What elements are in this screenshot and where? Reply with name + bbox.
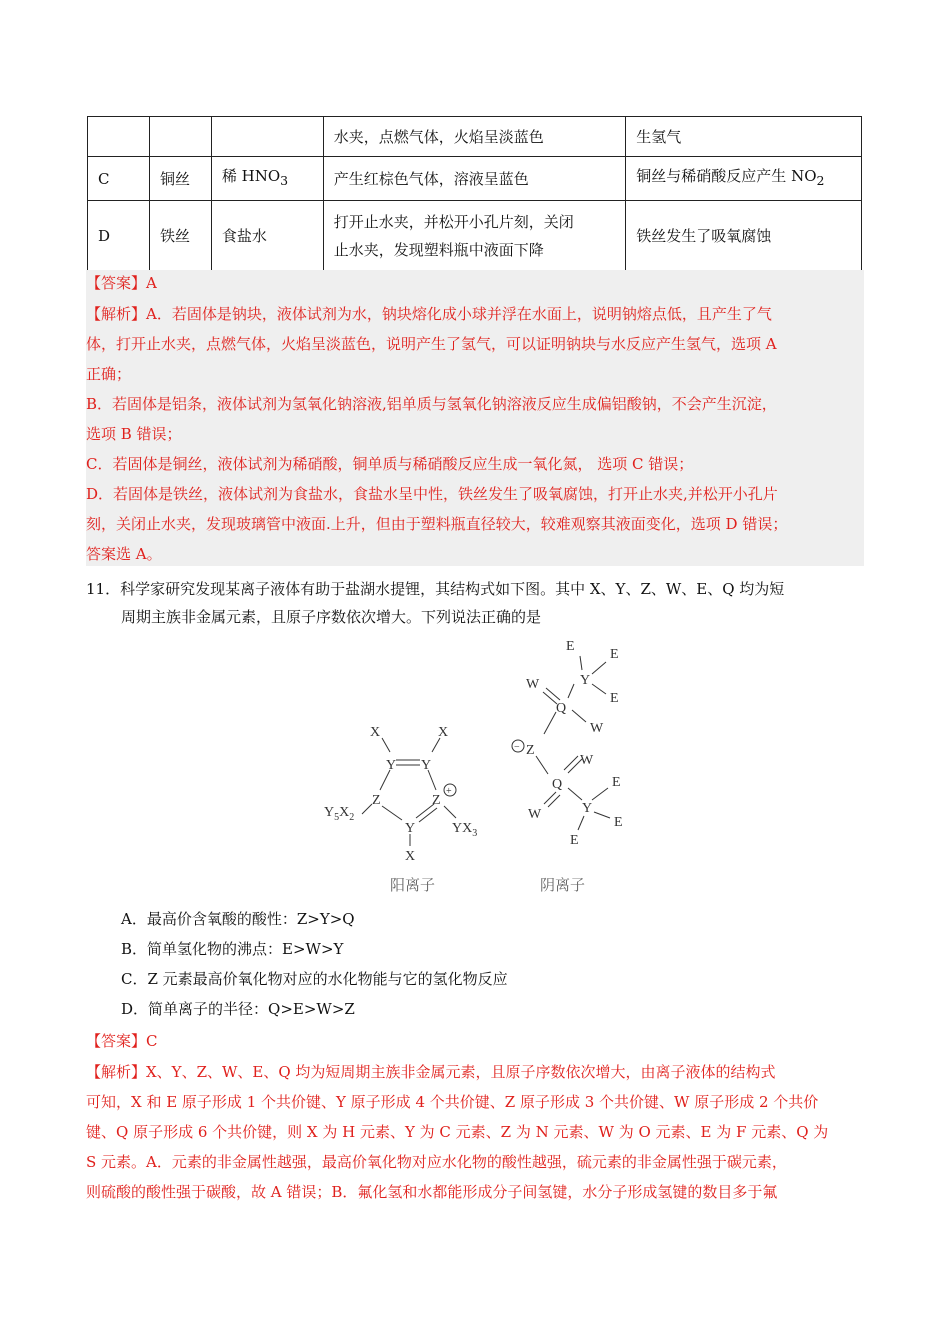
atom-label: Y [405,821,416,836]
atom-label: Y [386,758,397,773]
atom-label: W [528,807,542,822]
table-row [88,201,862,271]
atom-label: X [405,849,416,864]
option-a: A．最高价含氧酸的酸性：Z>Y>Q [121,910,355,928]
explanation-line: 可知，X 和 E 原子形成 1 个共价键、Y 原子形成 4 个共价键、Z 原子形成 3 个共价键、W 原子形成 2 个共价 [86,1093,819,1111]
table-cell: D [88,201,150,271]
question-stem: 11．科学家研究发现某离子液体有助于盐湖水提锂，其结构式如下图。其中 X、Y、Z、W、E、Q 均为短 [86,580,785,598]
subscript: 3 [280,173,289,188]
explanation-line: D．若固体是铁丝，液体试剂为食盐水，食盐水呈中性，铁丝发生了吸氧腐蚀，打开止水夹,并松开小孔片 [86,485,778,503]
explanation-line: S 元素。A．元素的非金属性越强，最高价氧化物对应水化物的酸性越强，硫元素的非金属性强于碳元素， [86,1153,787,1171]
table-cell [323,201,626,271]
table-row [88,117,862,157]
atom-label: W [526,677,540,692]
table-cell [211,117,323,157]
table-cell: 食盐水 [211,201,323,271]
structure-figure [310,628,650,900]
atom-label: Z [526,743,535,758]
option-c: C．Z 元素最高价氧化物对应的水化物能与它的氢化物反应 [121,970,508,988]
answer-label: 【答案】A [86,274,157,292]
atom-label: X [370,725,381,740]
cation-caption: 阳离子 [390,878,436,894]
conclusion-text: 铜丝与稀硝酸反应产生 NO [636,167,817,185]
anion-bonds [536,656,610,830]
table-cell: 铁丝 [149,201,211,271]
atom-label: Y [580,673,591,688]
atom-label: Z [432,793,441,808]
answer-label: 【答案】C [86,1032,158,1050]
atom-label: Q [552,777,563,792]
table-cell: 铜丝 [149,157,211,201]
charge-sign: − [514,742,520,753]
anion-caption: 阴离子 [540,878,586,894]
question-stem: 周期主族非金属元素，且原子序数依次增大。下列说法正确的是 [121,608,542,626]
explanation-line: C．若固体是铜丝，液体试剂为稀硝酸，铜单质与稀硝酸反应生成一氧化氮， 选项 C 错误； [86,455,694,473]
atom-label: E [570,833,579,848]
table-cell [626,157,862,201]
table-cell: 产生红棕色气体，溶液呈蓝色 [323,157,626,201]
group-label: $YX_3$ [452,821,478,839]
anion-labels [526,639,623,848]
table-cell [88,117,150,157]
phenomenon-line: 打开止水夹，并松开小孔片刻，关闭 [333,212,574,231]
phenomenon-line: 止水夹，发现塑料瓶中液面下降 [333,240,544,259]
atom-label: W [580,753,594,768]
atom-label: E [610,691,619,706]
explanation-line: 【解析】X、Y、Z、W、E、Q 均为短周期主族非金属元素，且原子序数依次增大，由离子液体的结构式 [86,1063,776,1081]
atom-label: E [610,647,619,662]
table-cell: 水夹，点燃气体，火焰呈淡蓝色 [323,117,626,157]
atom-label: E [612,775,621,790]
atom-label: E [614,815,623,830]
table-row [88,157,862,201]
explanation-line: 则硫酸的酸性强于碳酸，故 A 错误；B．氟化氢和水都能形成分子间氢键，水分子形成氢键的数目多于氟 [86,1183,778,1201]
subscript: 2 [816,173,825,188]
experiment-table [87,116,862,271]
table-cell [149,117,211,157]
atom-label: X [438,725,449,740]
explanation-line: 刻，关闭止水夹，发现玻璃管中液面.上升，但由于塑料瓶直径较大，较难观察其液面变化，选项 D 错误； [86,515,788,533]
table-cell: 铁丝发生了吸氧腐蚀 [626,201,862,271]
atom-label: W [590,721,604,736]
reagent-text: 稀 HNO [221,167,281,185]
table-cell: 生氢气 [626,117,862,157]
explanation-line: 【解析】A．若固体是钠块，液体试剂为水，钠块熔化成小球并浮在水面上，说明钠熔点低，且产生了气 [86,305,772,323]
atom-label: Z [372,793,381,808]
option-d: D．简单离子的半径：Q>E>W>Z [121,1000,355,1018]
table-cell [211,157,323,201]
explanation-line: 答案选 A。 [86,545,162,563]
charge-sign: + [446,786,452,797]
explanation-line: 正确； [86,365,132,383]
atom-label: Y [582,801,593,816]
group-label: $Y_5X_2$ [324,805,355,823]
explanation-line: 体，打开止水夹，点燃气体，火焰呈淡蓝色，说明产生了氢气，可以证明钠块与水反应产生氢气，选项 A [86,335,777,353]
explanation-line: B．若固体是铝条，液体试剂为氢氧化钠溶液,铝单质与氢氧化钠溶液反应生成偏铝酸钠，不会产生沉淀， [86,395,777,413]
table-cell: C [88,157,150,201]
atom-label: Y [421,758,432,773]
explanation-line: 选项 B 错误； [86,425,182,443]
explanation-line: 键、Q 原子形成 6 个共价键，则 X 为 H 元素、Y 为 C 元素、Z 为 N 元素、W 为 O 元素、E 为 F 元素、Q 为 [86,1123,829,1141]
atom-label: Q [556,701,567,716]
atom-label: E [566,639,575,654]
option-b: B．简单氢化物的沸点：E>W>Y [121,940,344,958]
